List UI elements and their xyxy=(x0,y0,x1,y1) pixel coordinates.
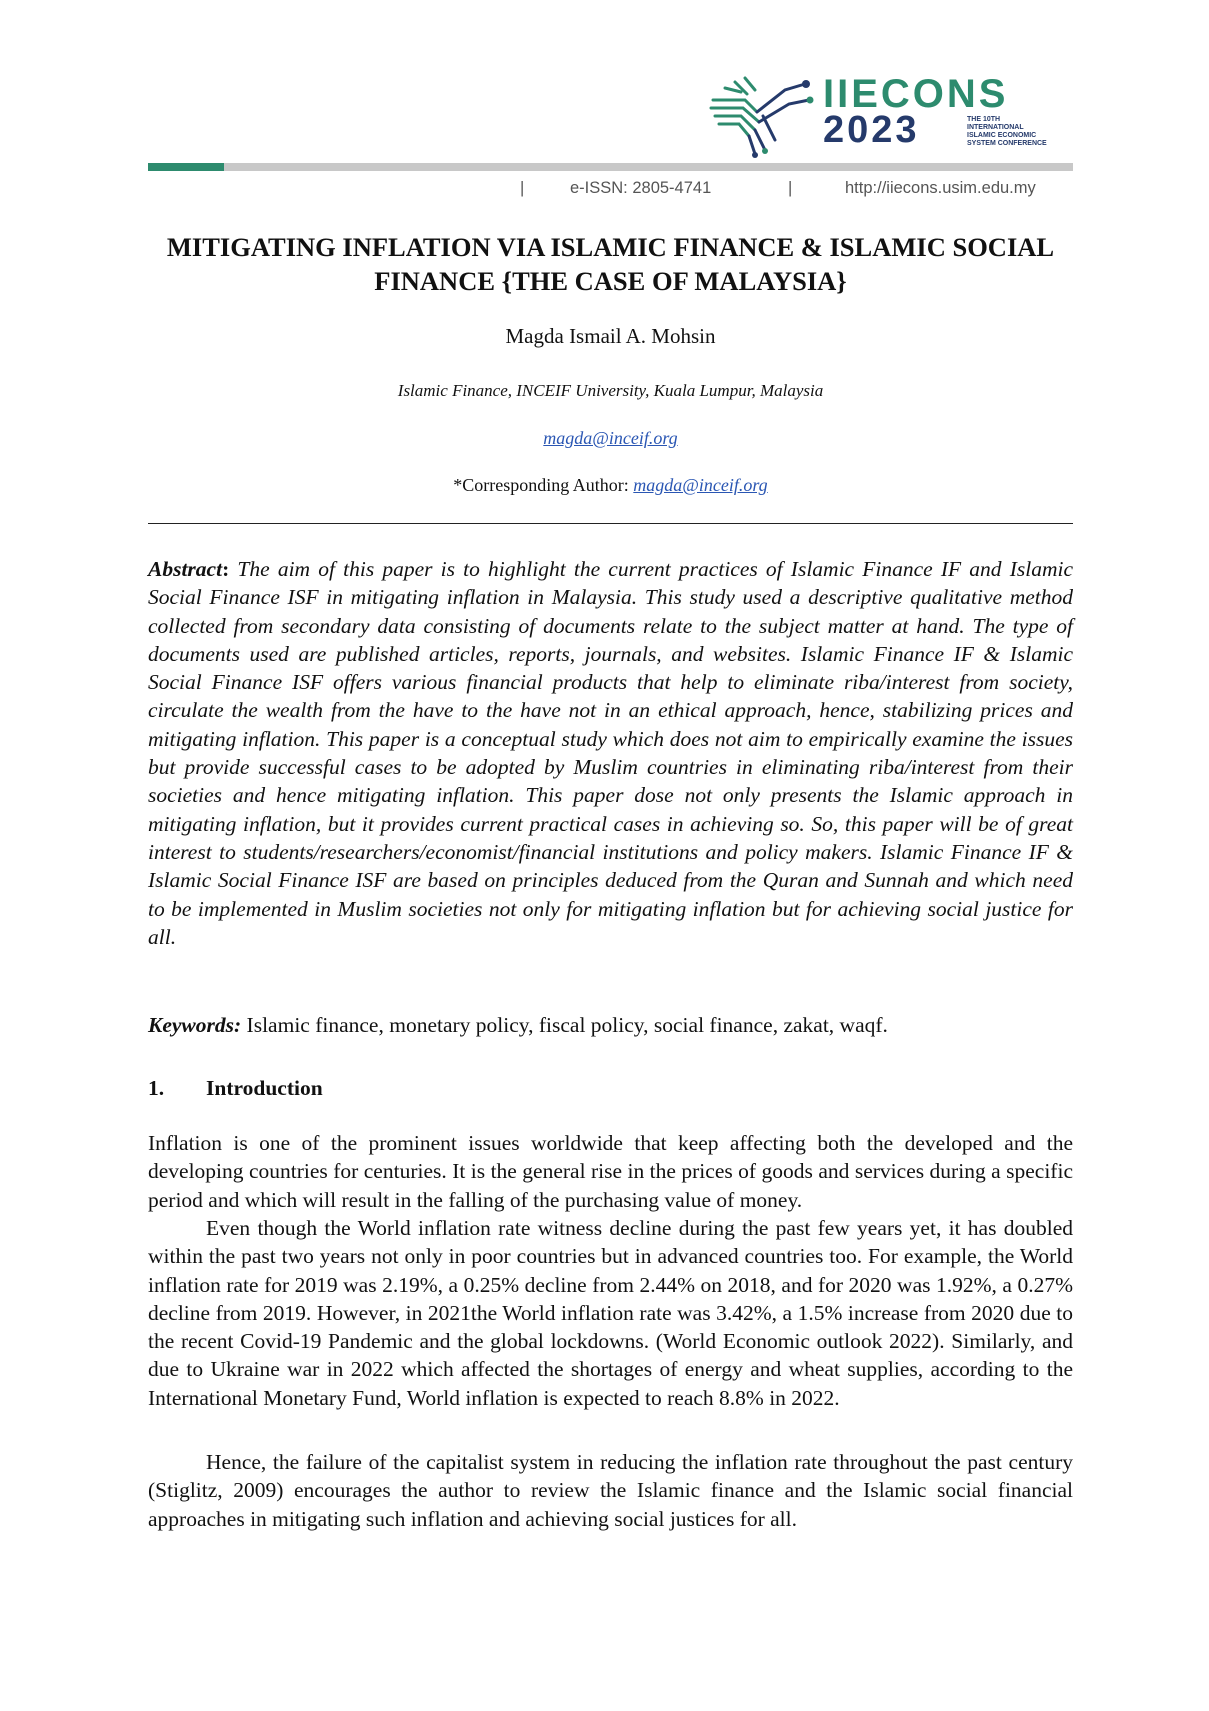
logo-tagline: THE 10TH INTERNATIONAL ISLAMIC ECONOMIC SYSTEM CONFERENCE xyxy=(967,116,1047,147)
paper-title: MITIGATING INFLATION VIA ISLAMIC FINANCE & ISLAMIC SOCIAL FINANCE {THE CASE OF MALAYSIA} xyxy=(166,232,1055,296)
author-name: Magda Ismail A. Mohsin xyxy=(505,324,716,348)
header-separator: | xyxy=(520,179,525,197)
issn-text: e-ISSN: 2805-4741 xyxy=(570,179,712,197)
corresponding-email-link[interactable]: magda@inceif.org xyxy=(633,475,768,495)
logo-wordmark-line1: IIECONS xyxy=(823,72,1009,116)
header-rule xyxy=(148,163,1073,171)
corresponding-author xyxy=(148,475,1073,496)
header-separator: | xyxy=(788,179,793,197)
keywords xyxy=(148,1011,1073,1039)
abstract-text: The aim of this paper is to highlight the current practices of Islamic Finance IF and Islamic Social Finance ISF in mitigating inflation in Malaysia. This study used a descriptive qualitative method collected from secondary data consisting of documents relate to the subject matter at hand. The type of documents used are published articles, reports, journals, and websites. Islamic Finance IF & Islamic Social Finance ISF offers various financial products that help to eliminate riba/interest from society, circulate the wealth from the have to the have not in an ethical approach, hence, stabilizing prices and mitigating inflation. This paper is a conceptual study which does not aim to empirically examine the issues but provide successful cases to be adopted by Muslim countries in eliminating riba/interest from their societies and hence mitigating inflation. This paper dose not only presents the Islamic approach in mitigating inflation, but it provides current practical cases in achieving so. So, this paper will be of great interest to students/researchers/economist/financial institutions and policy makers. Islamic Finance IF & Islamic Social Finance ISF are based on principles deduced from the Quran and Sunnah and which need to be implemented in Muslim societies not only for mitigating inflation but for achieving social justice for all. xyxy=(148,557,1073,949)
corresponding-label: *Corresponding Author: xyxy=(453,475,629,495)
section-heading xyxy=(148,1076,1073,1101)
title-divider xyxy=(148,523,1073,524)
author-email-link[interactable]: magda@inceif.org xyxy=(543,428,678,448)
logo-wordmark-line2: 2023 xyxy=(823,109,920,151)
header-rule-accent xyxy=(148,163,224,171)
body-paragraph: Hence, the failure of the capitalist system in reducing the inflation rate throughout the past century (Stiglitz, 2009) encourages the author to review the Islamic finance and the Islamic social financial approaches in mitigating such inflation and achieving social justices for all. xyxy=(148,1450,1073,1531)
abstract xyxy=(148,555,1073,951)
author-affiliation: Islamic Finance, INCEIF University, Kuala Lumpur, Malaysia xyxy=(397,381,824,400)
body-paragraph: Even though the World inflation rate witness decline during the past few years yet, it has doubled within the past two years not only in poor countries but in advanced countries too. For example, the World inflation rate for 2019 was 2.19%, a 0.25% decline from 2.44% on 2018, and for 2020 was 1.92%, a 0.27% decline from 2019. However, in 2021the World inflation rate was 3.42%, a 1.5% increase from 2020 due to the recent Covid-19 Pandemic and the global lockdowns. (World Economic outlook 2022). Similarly, and due to Ukraine war in 2022 which affected the shortages of energy and wheat supplies, according to the International Monetary Fund, World inflation is expected to reach 8.8% in 2022. xyxy=(148,1216,1073,1410)
keywords-label: Keywords: xyxy=(148,1013,242,1037)
header-info xyxy=(520,179,1080,203)
circuit-hand-icon xyxy=(705,70,817,160)
body-paragraph: Inflation is one of the prominent issues worldwide that keep affecting both the developed and the developing countries for centuries. It is the general rise in the prices of goods and services during a specific period and which will result in the falling of the purchasing value of money. xyxy=(148,1131,1073,1212)
section-number: 1. xyxy=(148,1076,165,1100)
section-title: Introduction xyxy=(206,1076,323,1100)
author-email xyxy=(148,428,1073,449)
conference-url[interactable]: http://iiecons.usim.edu.my xyxy=(845,179,1036,197)
abstract-label: Abstract: xyxy=(148,557,230,581)
conference-logo xyxy=(705,70,1055,160)
keywords-text: Islamic finance, monetary policy, fiscal policy, social finance, zakat, waqf. xyxy=(246,1013,888,1037)
